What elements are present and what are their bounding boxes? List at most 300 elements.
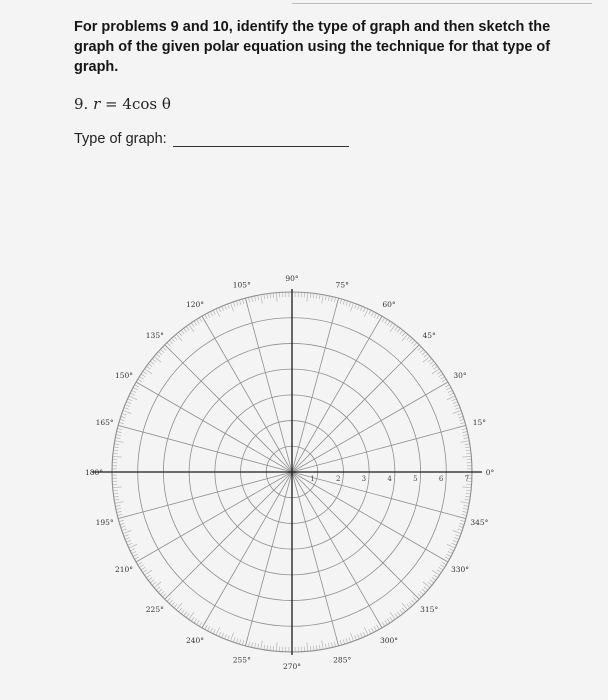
degree-tick — [462, 456, 471, 457]
type-of-graph-label: Type of graph: — [74, 131, 167, 147]
degree-tick — [316, 645, 317, 650]
degree-tick — [156, 587, 160, 590]
degree-tick — [325, 295, 326, 300]
angle-label-180: 180° — [84, 468, 104, 477]
degree-tick — [276, 642, 277, 651]
degree-tick — [222, 306, 224, 311]
degree-tick — [230, 303, 233, 311]
degree-tick — [113, 487, 122, 488]
degree-tick — [167, 343, 170, 347]
degree-tick — [172, 602, 175, 606]
degree-tick — [422, 589, 426, 592]
degree-tick — [227, 304, 229, 309]
degree-tick — [132, 390, 136, 392]
angle-label-105: 105° — [232, 280, 251, 290]
degree-tick — [462, 428, 467, 429]
degree-tick — [414, 598, 417, 602]
degree-tick — [400, 330, 403, 334]
degree-tick — [363, 308, 365, 313]
degree-tick — [130, 549, 134, 551]
grid-spoke — [292, 298, 339, 472]
degree-tick — [449, 549, 453, 551]
angle-label-315: 315° — [420, 605, 439, 615]
degree-tick — [465, 444, 470, 445]
degree-tick — [358, 634, 360, 639]
degree-tick — [252, 643, 253, 648]
degree-tick — [458, 526, 463, 528]
degree-tick — [464, 505, 469, 506]
degree-tick — [264, 294, 265, 299]
degree-tick — [397, 612, 400, 616]
degree-tick — [418, 347, 422, 350]
degree-tick — [322, 295, 324, 304]
degree-tick — [371, 312, 373, 316]
degree-tick — [463, 432, 468, 433]
degree-tick — [172, 338, 175, 342]
degree-tick — [343, 300, 344, 305]
degree-tick — [407, 336, 410, 340]
degree-tick — [363, 632, 365, 637]
degree-tick — [447, 396, 455, 400]
degree-tick — [409, 338, 412, 342]
degree-tick — [124, 407, 129, 409]
degree-tick — [414, 343, 417, 347]
degree-tick — [191, 617, 194, 621]
angle-label-0: 0° — [485, 468, 495, 477]
degree-tick — [205, 625, 207, 629]
degree-tick — [135, 557, 139, 559]
degree-tick — [428, 582, 432, 585]
degree-tick — [184, 328, 187, 332]
degree-tick — [116, 508, 121, 509]
degree-tick — [325, 644, 326, 649]
angle-label-120: 120° — [185, 299, 205, 309]
degree-tick — [349, 302, 351, 307]
degree-tick — [115, 441, 124, 443]
problem-number: 9. — [74, 95, 89, 113]
degree-tick — [463, 511, 468, 512]
degree-tick — [422, 352, 426, 355]
degree-tick — [122, 413, 127, 415]
degree-tick — [397, 328, 400, 332]
degree-tick — [222, 633, 224, 638]
degree-tick — [466, 450, 471, 451]
degree-tick — [411, 600, 414, 604]
degree-tick — [460, 441, 469, 443]
degree-tick — [460, 502, 469, 504]
degree-tick — [199, 622, 202, 626]
angle-label-135: 135° — [145, 330, 164, 340]
degree-tick — [261, 295, 263, 304]
degree-tick — [445, 385, 449, 387]
degree-tick — [139, 565, 143, 568]
degree-tick — [122, 529, 127, 531]
degree-tick — [219, 632, 221, 637]
degree-tick — [462, 487, 471, 488]
degree-tick — [377, 315, 379, 319]
degree-tick — [270, 646, 271, 651]
degree-tick — [455, 407, 460, 409]
degree-tick — [385, 620, 388, 624]
angle-label-15: 15° — [472, 417, 487, 427]
degree-tick — [242, 640, 243, 645]
grid-spoke — [165, 345, 292, 472]
degree-tick — [150, 580, 154, 583]
degree-tick — [340, 299, 341, 304]
degree-tick — [402, 332, 405, 336]
degree-tick — [355, 635, 357, 640]
degree-tick — [197, 620, 200, 624]
degree-tick — [334, 297, 335, 302]
degree-tick — [199, 318, 202, 322]
degree-tick — [126, 402, 131, 404]
degree-tick — [464, 438, 469, 439]
degree-tick — [360, 306, 362, 311]
grid-spoke — [292, 316, 382, 472]
degree-tick — [186, 326, 189, 330]
degree-tick — [133, 387, 137, 389]
problem-expression: 4cos θ — [122, 95, 171, 113]
degree-tick — [141, 374, 145, 377]
degree-tick — [447, 387, 451, 389]
radius-label-3: 3 — [361, 475, 367, 483]
degree-tick — [130, 393, 134, 395]
degree-tick — [360, 633, 362, 638]
degree-tick — [387, 321, 390, 325]
angle-label-240: 240° — [185, 636, 205, 646]
degree-tick — [432, 577, 436, 580]
degree-tick — [236, 638, 238, 643]
degree-tick — [463, 435, 468, 436]
degree-tick — [432, 364, 436, 367]
degree-tick — [460, 520, 465, 521]
degree-tick — [428, 359, 432, 362]
degree-tick — [123, 410, 131, 413]
degree-tick — [447, 544, 455, 548]
degree-tick — [213, 629, 215, 633]
degree-tick — [135, 385, 139, 387]
angle-label-270: 270° — [282, 662, 302, 671]
degree-tick — [420, 591, 424, 594]
grid-spoke — [136, 472, 292, 562]
degree-tick — [395, 326, 398, 330]
degree-tick — [350, 303, 353, 311]
degree-tick — [418, 594, 422, 597]
degree-tick — [322, 640, 324, 649]
degree-tick — [138, 379, 142, 382]
degree-tick — [113, 450, 118, 451]
degree-tick — [343, 639, 344, 644]
degree-tick — [437, 570, 441, 573]
degree-tick — [248, 297, 249, 302]
degree-tick — [442, 379, 446, 382]
degree-tick — [197, 319, 200, 323]
degree-tick — [369, 629, 371, 633]
degree-tick — [179, 608, 182, 612]
degree-tick — [119, 520, 124, 521]
degree-tick — [210, 312, 212, 316]
degree-tick — [453, 540, 458, 542]
degree-tick — [123, 530, 131, 533]
degree-tick — [125, 405, 130, 407]
degree-tick — [400, 610, 403, 614]
degree-tick — [462, 514, 467, 515]
degree-tick — [458, 416, 463, 418]
degree-tick — [310, 646, 311, 651]
degree-tick — [276, 293, 277, 302]
degree-tick — [409, 602, 412, 606]
degree-tick — [152, 582, 156, 585]
degree-tick — [117, 432, 122, 433]
degree-tick — [340, 640, 341, 645]
degree-tick — [160, 349, 164, 352]
degree-tick — [273, 646, 274, 651]
degree-tick — [207, 627, 209, 631]
degree-tick — [132, 551, 136, 553]
radius-label-7: 7 — [464, 475, 469, 483]
grid-spoke — [292, 472, 448, 562]
angle-label-150: 150° — [114, 371, 134, 380]
degree-tick — [364, 627, 368, 635]
degree-tick — [258, 295, 259, 300]
radius-label-6: 6 — [438, 475, 444, 483]
degree-tick — [113, 490, 118, 491]
angle-label-75: 75° — [335, 280, 349, 290]
degree-tick — [440, 377, 444, 380]
degree-tick — [331, 643, 332, 648]
degree-tick — [466, 490, 471, 491]
degree-tick — [120, 419, 125, 420]
angle-label-345: 345° — [470, 518, 489, 528]
degree-tick — [194, 619, 197, 623]
grid-spoke — [118, 425, 292, 472]
degree-tick — [114, 496, 119, 497]
problem-equals: = — [105, 95, 118, 113]
degree-tick — [316, 294, 317, 299]
grid-spoke — [245, 472, 292, 646]
radius-label-1: 1 — [310, 475, 315, 483]
degree-tick — [152, 359, 156, 362]
degree-tick — [258, 644, 259, 649]
angle-label-45: 45° — [422, 330, 436, 340]
degree-tick — [191, 323, 194, 327]
angle-label-285: 285° — [333, 655, 352, 665]
degree-tick — [355, 304, 357, 309]
degree-tick — [440, 565, 444, 568]
degree-tick — [374, 627, 376, 631]
angle-label-30: 30° — [453, 371, 467, 380]
degree-tick — [233, 302, 235, 307]
degree-tick — [307, 642, 308, 651]
degree-tick — [434, 575, 438, 578]
degree-tick — [395, 614, 398, 618]
degree-tick — [459, 419, 464, 420]
radius-label-4: 4 — [387, 475, 392, 483]
degree-tick — [371, 628, 373, 632]
degree-tick — [420, 349, 424, 352]
degree-tick — [236, 301, 238, 306]
grid-spoke — [165, 472, 292, 599]
angle-label-300: 300° — [379, 636, 399, 646]
degree-tick — [160, 591, 164, 594]
degree-tick — [239, 639, 240, 644]
grid-spoke — [292, 472, 339, 646]
degree-tick — [453, 402, 458, 404]
grid-spoke — [292, 472, 419, 599]
degree-tick — [114, 499, 119, 500]
degree-tick — [439, 567, 443, 570]
instructions-text: For problems 9 and 10, identify the type of graph and then sketch the graph of the given polar equation using the technique for that type of graph. — [74, 19, 551, 75]
degree-tick — [146, 366, 150, 369]
degree-tick — [387, 619, 390, 623]
degree-tick — [174, 604, 177, 608]
degree-tick — [186, 614, 189, 618]
degree-tick — [319, 294, 320, 299]
degree-tick — [194, 321, 197, 325]
degree-tick — [445, 557, 449, 559]
degree-tick — [424, 587, 428, 590]
degree-tick — [437, 371, 441, 374]
degree-tick — [452, 399, 457, 401]
degree-tick — [328, 643, 329, 648]
degree-tick — [230, 633, 233, 641]
degree-tick — [319, 645, 320, 650]
degree-tick — [457, 413, 462, 415]
degree-tick — [453, 410, 461, 413]
degree-tick — [143, 371, 147, 374]
degree-tick — [459, 523, 464, 524]
degree-tick — [227, 635, 229, 640]
degree-tick — [454, 405, 459, 407]
angle-label-225: 225° — [145, 605, 164, 615]
degree-tick — [390, 323, 393, 327]
degree-tick — [374, 313, 376, 317]
degree-tick — [457, 529, 462, 531]
degree-tick — [116, 435, 121, 436]
degree-tick — [128, 543, 133, 545]
grid-spoke — [292, 472, 382, 628]
degree-tick — [455, 535, 460, 537]
degree-tick — [465, 447, 470, 448]
angle-label-165: 165° — [95, 417, 114, 427]
degree-tick — [369, 310, 371, 314]
degree-tick — [434, 366, 438, 369]
degree-tick — [411, 340, 414, 344]
degree-tick — [210, 628, 212, 632]
degree-tick — [313, 293, 314, 298]
degree-tick — [334, 642, 335, 647]
degree-tick — [448, 551, 452, 553]
degree-tick — [465, 499, 470, 500]
grid-spoke — [292, 382, 448, 472]
degree-tick — [115, 438, 120, 439]
angle-label-60: 60° — [382, 299, 396, 309]
degree-tick — [264, 645, 265, 650]
degree-tick — [382, 622, 385, 626]
degree-tick — [184, 612, 187, 616]
angle-label-210: 210° — [114, 565, 134, 574]
degree-tick — [267, 645, 268, 650]
grid-spoke — [202, 472, 292, 628]
degree-tick — [407, 604, 410, 608]
degree-tick — [460, 422, 465, 423]
degree-tick — [364, 309, 368, 317]
degree-tick — [138, 562, 142, 565]
degree-tick — [126, 540, 131, 542]
degree-tick — [139, 377, 143, 380]
degree-tick — [255, 643, 256, 648]
degree-tick — [328, 296, 329, 301]
degree-tick — [128, 399, 133, 401]
degree-tick — [163, 594, 167, 597]
degree-tick — [174, 336, 177, 340]
degree-tick — [117, 514, 122, 515]
degree-tick — [148, 577, 152, 580]
degree-tick — [158, 352, 162, 355]
degree-tick — [466, 453, 471, 454]
degree-tick — [167, 598, 170, 602]
degree-tick — [310, 293, 311, 298]
problem-variable: r — [93, 95, 101, 113]
grid-spoke — [136, 382, 292, 472]
degree-tick — [402, 608, 405, 612]
degree-tick — [448, 390, 452, 392]
degree-tick — [114, 447, 119, 448]
degree-tick — [169, 600, 172, 604]
angle-label-255: 255° — [232, 655, 251, 665]
degree-tick — [350, 633, 353, 641]
degree-tick — [146, 575, 150, 578]
degree-tick — [207, 313, 209, 317]
degree-tick — [148, 364, 152, 367]
degree-tick — [150, 361, 154, 364]
degree-tick — [124, 535, 129, 537]
degree-tick — [129, 544, 137, 548]
degree-tick — [225, 305, 227, 310]
degree-tick — [213, 310, 215, 314]
radius-label-5: 5 — [413, 475, 418, 483]
degree-tick — [133, 554, 137, 556]
degree-tick — [331, 297, 332, 302]
degree-tick — [349, 637, 351, 642]
degree-tick — [163, 347, 167, 350]
degree-tick — [377, 625, 379, 629]
degree-tick — [115, 505, 120, 506]
degree-tick — [346, 301, 348, 306]
degree-tick — [452, 543, 457, 545]
degree-tick — [181, 330, 184, 334]
degree-tick — [143, 570, 147, 573]
degree-tick — [267, 294, 268, 299]
degree-tick — [169, 340, 172, 344]
degree-tick — [346, 638, 348, 643]
grid-spoke — [202, 316, 292, 472]
degree-tick — [382, 318, 385, 322]
degree-tick — [358, 305, 360, 310]
degree-tick — [465, 496, 470, 497]
degree-tick — [156, 354, 160, 357]
degree-tick — [424, 354, 428, 357]
degree-tick — [129, 396, 137, 400]
degree-tick — [252, 297, 253, 302]
degree-tick — [442, 562, 446, 565]
degree-tick — [117, 511, 122, 512]
degree-tick — [313, 646, 314, 651]
degree-tick — [439, 374, 443, 377]
degree-tick — [449, 393, 453, 395]
degree-tick — [463, 508, 468, 509]
degree-tick — [242, 299, 243, 304]
